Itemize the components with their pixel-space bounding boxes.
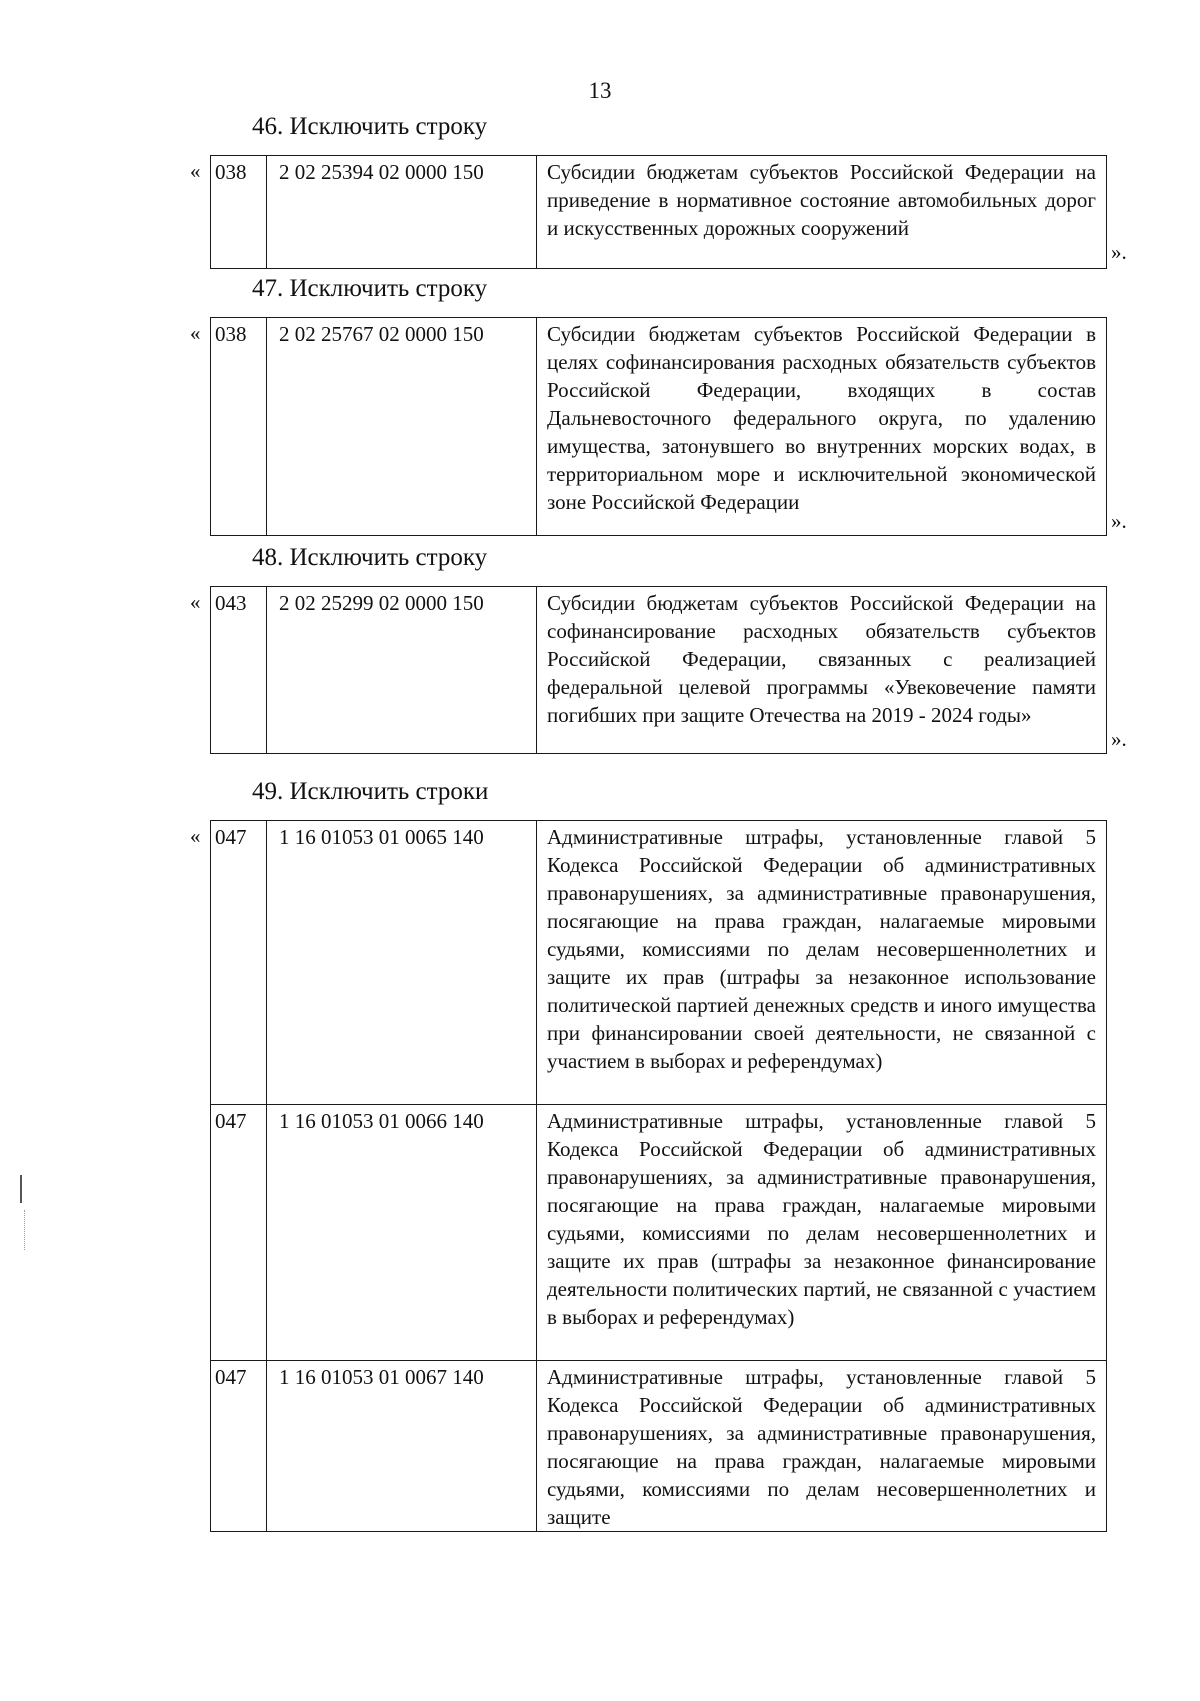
open-quote: « bbox=[190, 321, 201, 345]
section-heading-47: 47. Исключить строку bbox=[252, 275, 488, 302]
section-heading-48: 48. Исключить строку bbox=[252, 544, 488, 571]
table-section-47 bbox=[210, 317, 1107, 536]
table-section-49 bbox=[210, 820, 1107, 1532]
table-cell-code: 038 bbox=[211, 318, 267, 536]
table-cell-description: Субсидии бюджетам субъектов Российской Федерации в целях софинансирования расходных обязательств субъектов Российской Федерации, входящих в состав Дальневосточного федерального округа, по удалению имущества, затонувшего во внутренних морских водах, в территориальном море и исключительной экономической зоне Российской Федерации bbox=[537, 318, 1107, 536]
close-quote: ». bbox=[1111, 240, 1127, 264]
section-heading-49: 49. Исключить строки bbox=[252, 778, 489, 805]
table-cell-code: 047 bbox=[211, 1361, 267, 1532]
table-cell-kbk: 2 02 25299 02 0000 150 bbox=[267, 587, 537, 754]
table-row bbox=[211, 821, 1107, 1105]
open-quote: « bbox=[190, 824, 201, 848]
open-quote: « bbox=[190, 159, 201, 183]
table-cell-code: 047 bbox=[211, 1105, 267, 1361]
table-cell-description: Административные штрафы, установленные главой 5 Кодекса Российской Федерации об административных правонарушениях, за административные правонарушения, посягающие на права граждан, налагаемые мировыми судьями, комиссиями по делам несовершеннолетних и защите их прав (штрафы за незаконное использование политической партией денежных средств и иного имущества при финансировании своей деятельности, не связанной с участием в выборах и референдумах) bbox=[537, 821, 1107, 1105]
close-quote: ». bbox=[1111, 727, 1127, 751]
table-cell-description: Субсидии бюджетам субъектов Российской Федерации на софинансирование расходных обязательств субъектов Российской Федерации, связанных с реализацией федеральной целевой программы «Увековечение памяти погибших при защите Отечества на 2019 - 2024 годы» bbox=[537, 587, 1107, 754]
table-cell-kbk: 1 16 01053 01 0066 140 bbox=[267, 1105, 537, 1361]
table-row bbox=[211, 318, 1107, 536]
table-cell-description: Административные штрафы, установленные главой 5 Кодекса Российской Федерации об административных правонарушениях, за административные правонарушения, посягающие на права граждан, налагаемые мировыми судьями, комиссиями по делам несовершеннолетних и защите их прав (штрафы за незаконное финансирование деятельности политических партий, не связанной с участием в выборах и референдумах) bbox=[537, 1105, 1107, 1361]
table-row bbox=[211, 1105, 1107, 1361]
table-section-46 bbox=[210, 155, 1107, 269]
table-row bbox=[211, 587, 1107, 754]
scan-edge-dots bbox=[24, 1210, 26, 1250]
table-cell-description: Субсидии бюджетам субъектов Российской Федерации на приведение в нормативное состояние автомобильных дорог и искусственных дорожных сооружений bbox=[537, 156, 1107, 269]
table-cell-description: Административные штрафы, установленные главой 5 Кодекса Российской Федерации об административных правонарушениях, за административные правонарушения, посягающие на права граждан, налагаемые мировыми судьями, комиссиями по делам несовершеннолетних и защите bbox=[537, 1361, 1107, 1532]
table-cell-kbk: 2 02 25767 02 0000 150 bbox=[267, 318, 537, 536]
page-number: 13 bbox=[588, 78, 612, 103]
close-quote: ». bbox=[1111, 509, 1127, 533]
table-row bbox=[211, 1361, 1107, 1532]
table-row bbox=[211, 156, 1107, 269]
section-heading-46: 46. Исключить строку bbox=[252, 113, 488, 140]
open-quote: « bbox=[190, 590, 201, 614]
table-section-48 bbox=[210, 586, 1107, 754]
scan-edge-mark bbox=[20, 1175, 22, 1203]
table-cell-kbk: 1 16 01053 01 0065 140 bbox=[267, 821, 537, 1105]
table-cell-kbk: 2 02 25394 02 0000 150 bbox=[267, 156, 537, 269]
table-cell-kbk: 1 16 01053 01 0067 140 bbox=[267, 1361, 537, 1532]
table-cell-code: 047 bbox=[211, 821, 267, 1105]
table-cell-code: 043 bbox=[211, 587, 267, 754]
table-cell-code: 038 bbox=[211, 156, 267, 269]
